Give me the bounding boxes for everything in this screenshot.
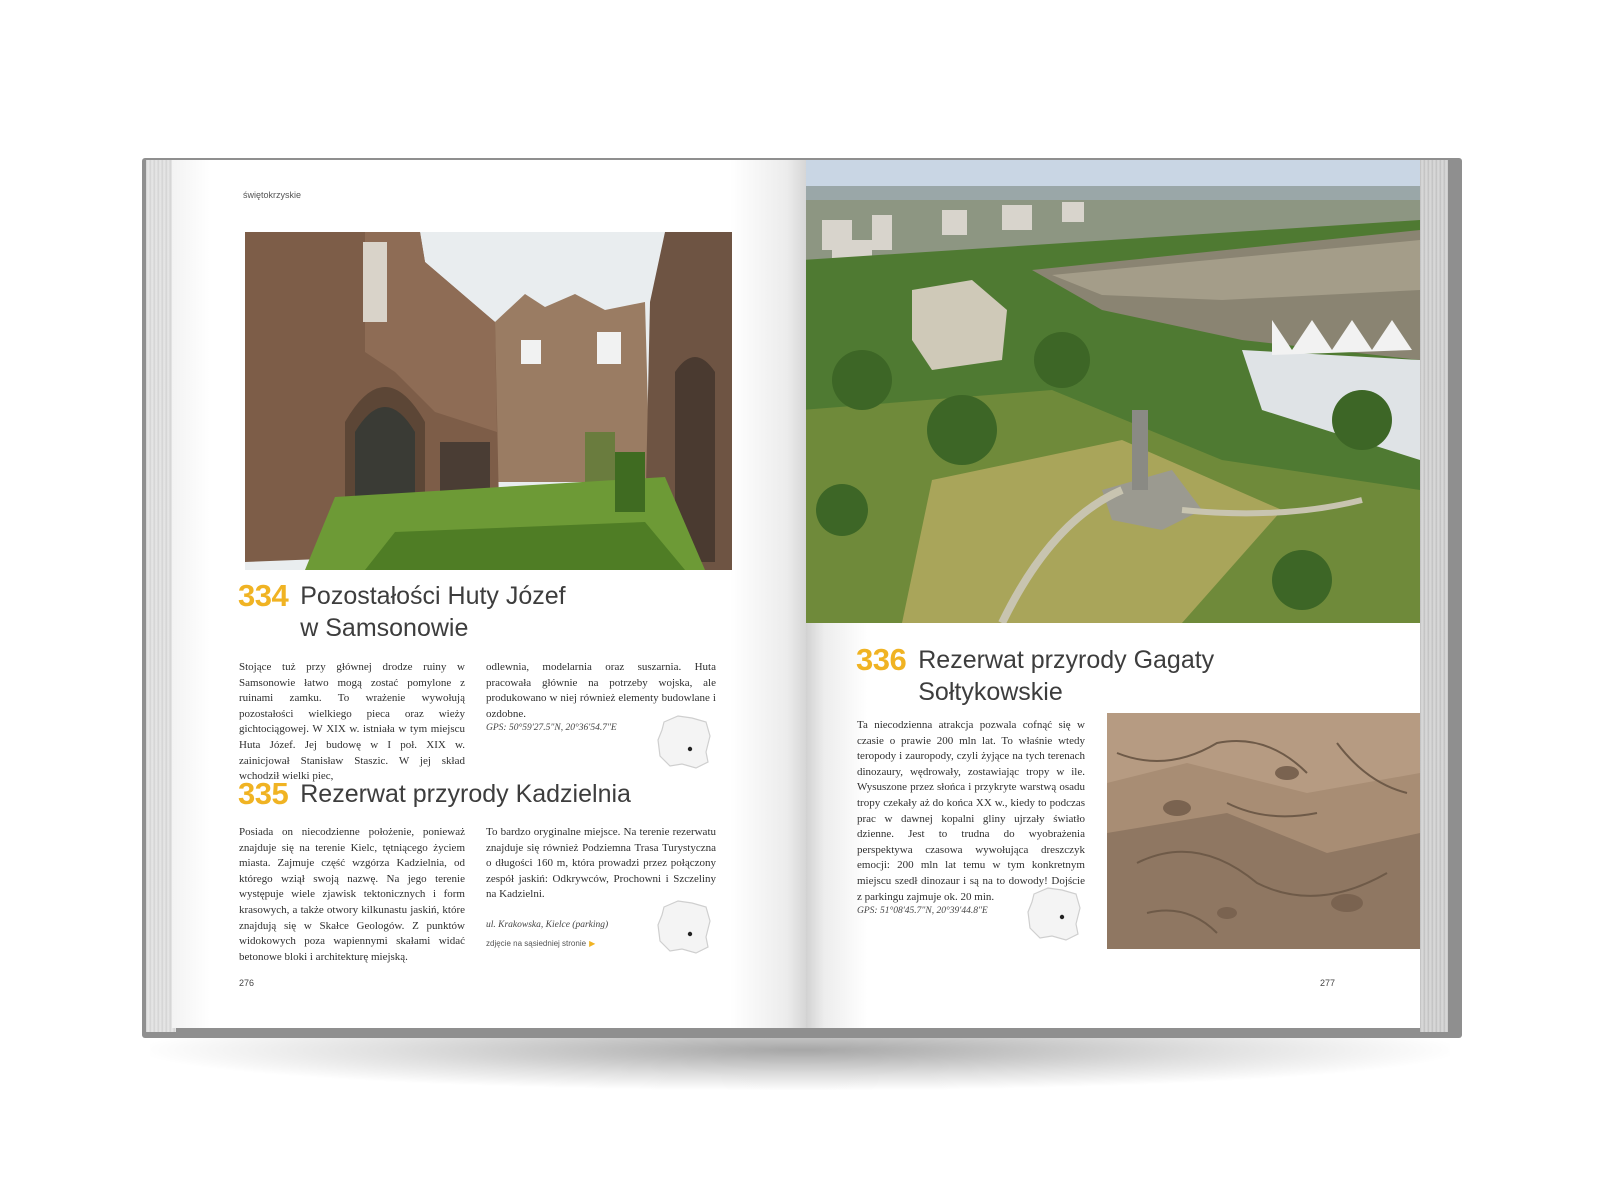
entry-336-name (918, 644, 1214, 708)
photo-kadzielnia-aerial (806, 160, 1420, 623)
running-head: świętokrzyskie (243, 190, 302, 200)
entry-334-text-col2: odlewnia, modelarnia oraz suszarnia. Huta pracowała głównie na potrzeby wojska, ale produkowano w niej również elementy budowlane i ozdobne. (486, 661, 716, 720)
right-page (806, 160, 1420, 1028)
poland-map-icon (652, 893, 716, 957)
entry-335-name: Rezerwat przyrody Kadzielnia (300, 780, 631, 808)
page-number-left: 276 (239, 978, 255, 988)
entry-334-number: 334 (238, 578, 289, 613)
entry-334-gps: GPS: 50°59'27.5"N, 20°36'54.7"E (486, 723, 617, 733)
poland-map-icon (1022, 880, 1086, 944)
entry-334-name-line2: w Samsonowie (300, 614, 469, 642)
entry-336-number: 336 (856, 642, 907, 677)
photo-note-text: zdjęcie na sąsiedniej stronie (486, 939, 587, 948)
entry-334-name-line1: Pozostałości Huty Józef (300, 582, 566, 610)
entry-335-address: ul. Krakowska, Kielce (parking) (486, 920, 609, 930)
entry-334-text-col1: Stojące tuż przy głównej drodze ruiny w Samsonowie łatwo mogą zostać pomylone z ruinami zamku. To wrażenie wywołują pozostałości wielkiego pieca oraz wieży gichtociągowej. W XIX w. istniała w tym miejscu Huta Józef. Jej budowę w I poł. XIX w. zainicjował Stanisław Staszic. W jej skład wchodził wielki piec, (239, 661, 465, 783)
entry-336-gps: GPS: 51°08'45.7"N, 20°39'44.8"E (857, 906, 988, 916)
entry-334-title (238, 580, 566, 644)
poland-map-icon (652, 708, 716, 772)
entry-336-title (856, 644, 1214, 708)
triangle-right-icon: ▶ (589, 939, 596, 948)
entry-335-number: 335 (238, 776, 289, 811)
photo-huta-jozef-ruins (245, 232, 732, 570)
photo-dinosaur-tracks-rock (1107, 713, 1420, 949)
entry-335-title (238, 778, 631, 810)
entry-336-text: Ta niecodzienna atrakcja pozwala cofnąć się w czasie o prawie 200 mln lat. To właśnie wtedy teropody i zauropody, czyli żyjące na tych terenach dinozaury, wędrowały, zostawiając tropy w ile. Wysuszone przez słońca i przykryte warstwą osadu tropy czekały aż do końca XX w., kiedy to podczas prac w dawnej kopalni gliny ujrzały światło dzienne. Jest to trudna do wyobrażenia perspektywa czasowa wywołująca dreszczyk emocji: 200 mln lat temu w tym konkretnym miejscu szedł dinozaur i są na to dowody! Dojście z parkingu zajmuje ok. 20 min. (857, 719, 1085, 903)
entry-334-name (300, 580, 565, 644)
left-page (172, 160, 806, 1028)
page-number-right: 277 (1320, 978, 1336, 988)
entry-336-name-line1: Rezerwat przyrody Gagaty (918, 646, 1215, 674)
entry-335-text-col1: Posiada on niecodzienne położenie, ponieważ znajduje się na terenie Kielc, tętniącego życiem miasta. Zajmuje część wzgórza Kadzielnia, od którego wziął swoją nazwę. Na jego terenie występuje wiele zjawisk tektonicznych i form krasowych, a także otwory kilkunastu jaskiń, które znajdują się w Skałce Geologów. Z punktów widokowych poza wapiennymi skałami widać betonowe bloki i architekturę miejską. (239, 826, 465, 963)
page-stack-right (1420, 160, 1448, 1032)
entry-335-photo-note (486, 939, 595, 948)
entry-335-text-col2: To bardzo oryginalne miejsce. Na terenie rezerwatu znajduje się również Podziemna Trasa Turystyczna o długości 160 m, która prowadzi przez połączony zespół jaskiń: Odkrywców, Prochowni i Szczeliny na Kadzielni. (486, 826, 716, 901)
entry-336-name-line2: Sołtykowskie (918, 678, 1063, 706)
